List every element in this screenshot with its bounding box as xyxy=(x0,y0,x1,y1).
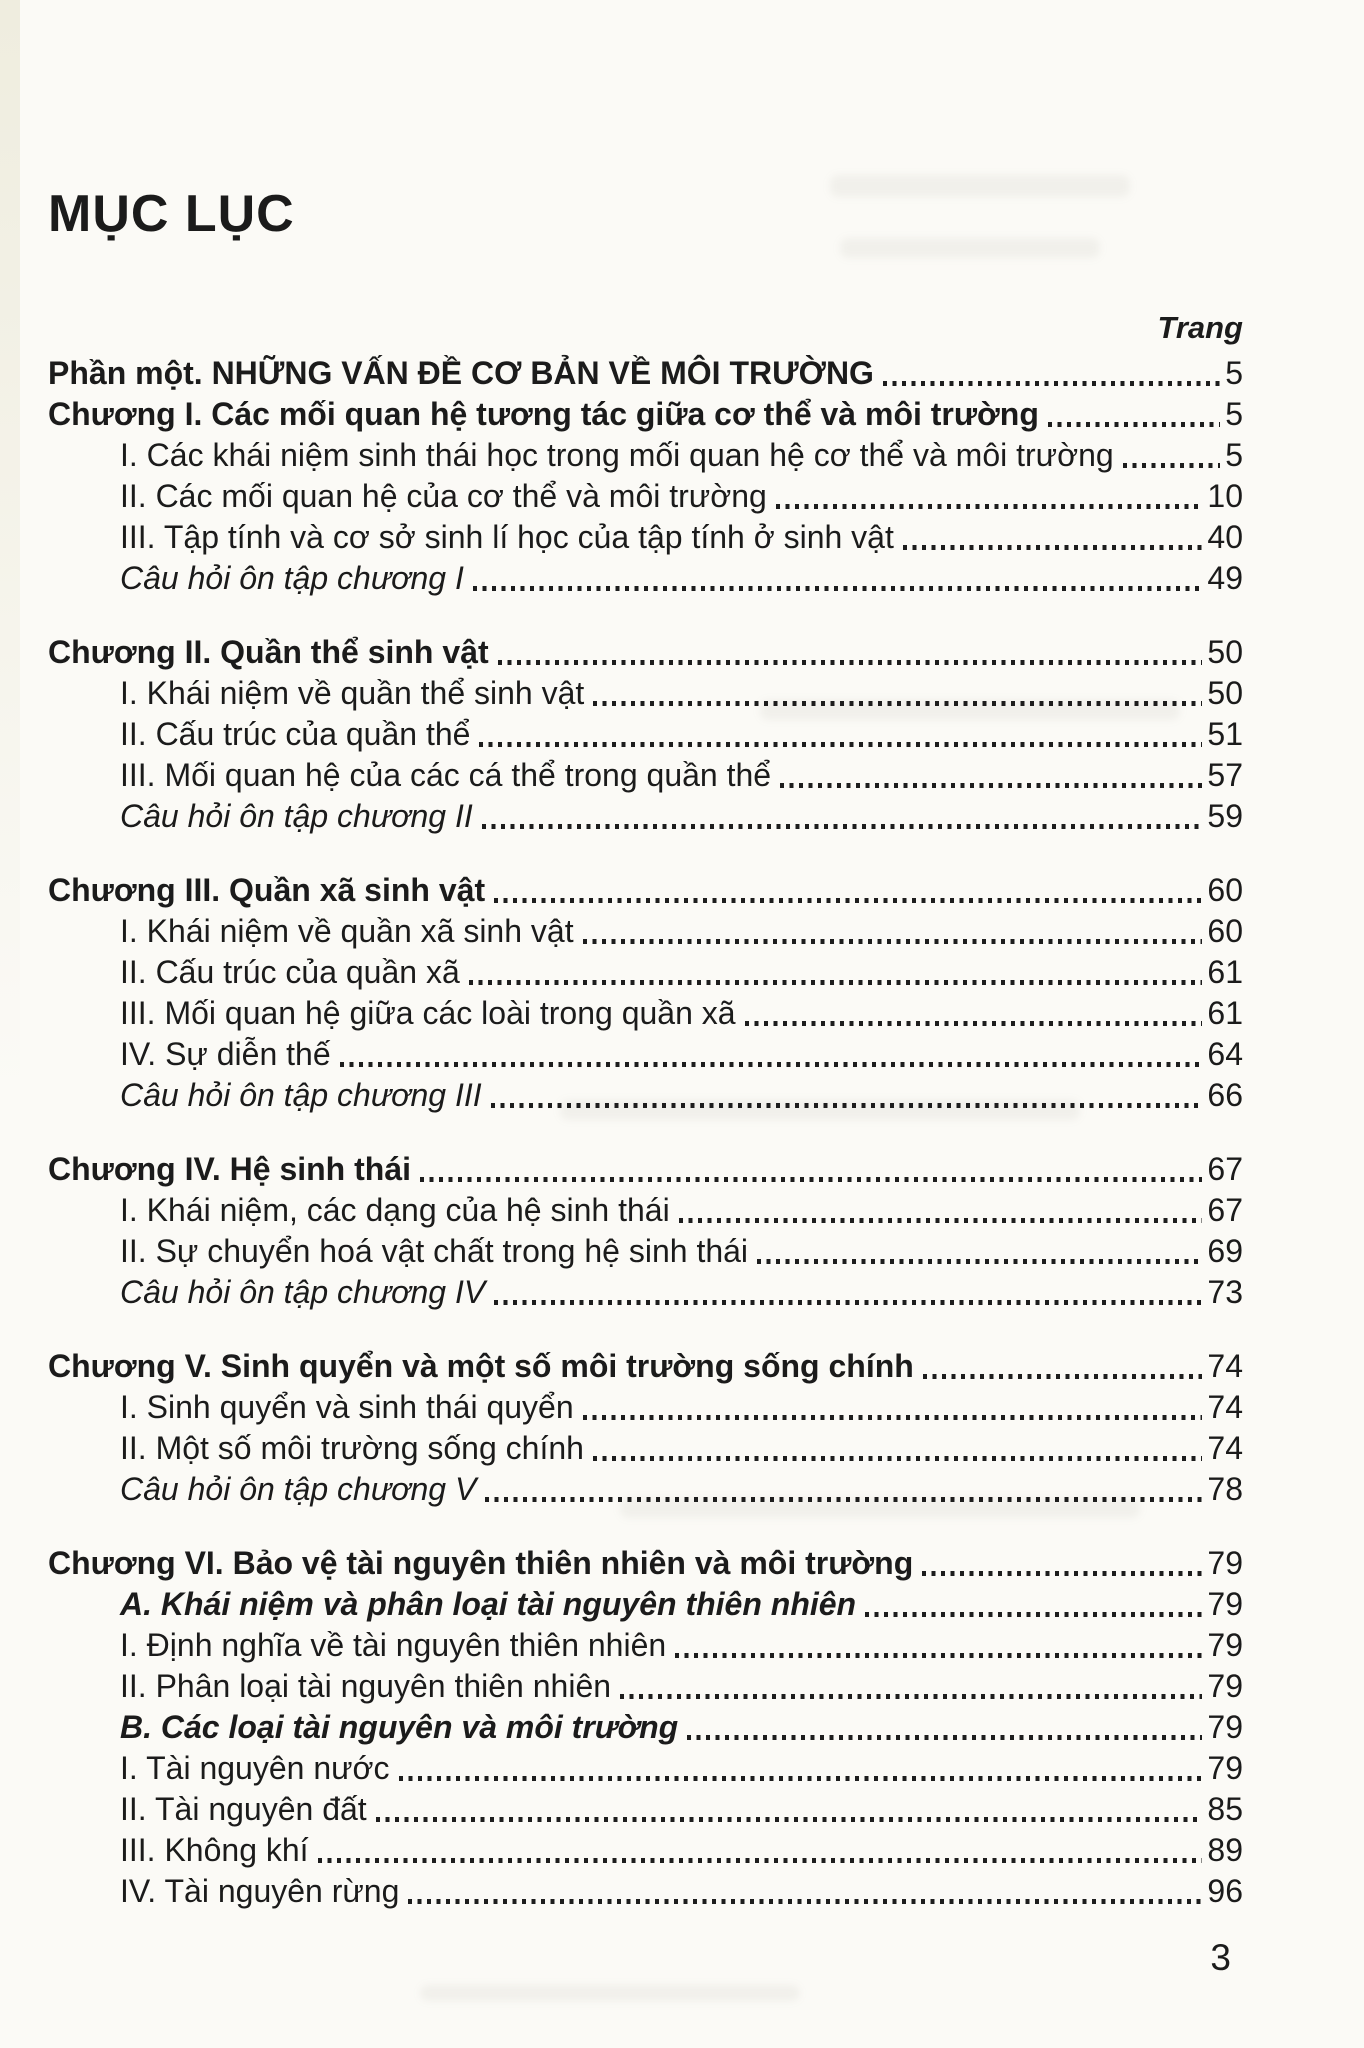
toc-entry-page: 10 xyxy=(1207,478,1243,514)
toc-entry xyxy=(48,1149,1243,1190)
toc-entry xyxy=(48,1469,1243,1510)
toc-entry-page: 5 xyxy=(1225,437,1243,473)
toc-entry-page: 60 xyxy=(1207,872,1243,908)
toc-entry-label: II. Các mối quan hệ của cơ thể và môi trường xyxy=(120,478,767,514)
toc-entry-page: 5 xyxy=(1225,355,1243,391)
dot-leader xyxy=(482,824,1203,829)
dot-leader xyxy=(1048,422,1220,427)
toc-entry-label: II. Tài nguyên đất xyxy=(120,1791,367,1827)
toc-entry-label: II. Cấu trúc của quần xã xyxy=(120,954,460,990)
toc-entry xyxy=(48,1584,1243,1625)
toc-entry xyxy=(48,952,1243,993)
toc-entry-label: III. Không khí xyxy=(120,1832,309,1868)
toc-entry-label: Chương VI. Bảo vệ tài nguyên thiên nhiên và môi trường xyxy=(48,1545,914,1581)
toc-entry-label: III. Mối quan hệ của các cá thể trong quần thể xyxy=(120,757,772,793)
toc-entry xyxy=(48,673,1243,714)
toc-entry xyxy=(48,1272,1243,1313)
page-column-header: Trang xyxy=(1157,310,1243,345)
dot-leader xyxy=(620,1694,1202,1699)
dot-leader xyxy=(1123,463,1221,468)
toc-entry-page: 74 xyxy=(1207,1348,1243,1384)
toc-entry-label: I. Tài nguyên nước xyxy=(120,1750,390,1786)
toc-entry-page: 67 xyxy=(1207,1151,1243,1187)
dot-leader xyxy=(479,742,1202,747)
toc-entry-label: II. Phân loại tài nguyên thiên nhiên xyxy=(120,1668,612,1704)
dot-leader xyxy=(593,701,1202,706)
toc-entry-label: Chương I. Các mối quan hệ tương tác giữa cơ thể và môi trường xyxy=(48,396,1039,432)
toc-entry xyxy=(48,1387,1243,1428)
toc-entry xyxy=(48,993,1243,1034)
toc-entry xyxy=(48,1789,1243,1830)
toc-entry-label: IV. Tài nguyên rừng xyxy=(120,1873,400,1909)
toc-entry-page: 67 xyxy=(1207,1192,1243,1228)
toc-entry-page: 66 xyxy=(1207,1077,1243,1113)
toc-entry-page: 73 xyxy=(1207,1274,1243,1310)
toc-entry-page: 57 xyxy=(1207,757,1243,793)
toc-entry-page: 61 xyxy=(1207,995,1243,1031)
dot-leader xyxy=(376,1817,1203,1822)
dot-leader xyxy=(494,1300,1202,1305)
toc-entry xyxy=(48,911,1243,952)
toc-entry xyxy=(48,476,1243,517)
toc-entry-label: I. Khái niệm, các dạng của hệ sinh thái xyxy=(120,1192,670,1228)
toc-entry-page: 79 xyxy=(1207,1586,1243,1622)
toc-entry xyxy=(48,394,1243,435)
dot-leader xyxy=(922,1571,1202,1576)
toc-entry-label: I. Sinh quyển và sinh thái quyển xyxy=(120,1389,574,1425)
toc-entry-page: 64 xyxy=(1207,1036,1243,1072)
toc-entry xyxy=(48,558,1243,599)
toc-entry-page: 60 xyxy=(1207,913,1243,949)
toc-entry-page: 61 xyxy=(1207,954,1243,990)
toc-entry xyxy=(48,1666,1243,1707)
toc-list xyxy=(48,353,1243,1912)
toc-entry-label: II. Cấu trúc của quần thể xyxy=(120,716,471,752)
dot-leader xyxy=(494,898,1202,903)
dot-leader xyxy=(780,783,1202,788)
toc-entry-label: Chương II. Quần thể sinh vật xyxy=(48,634,489,670)
toc-entry xyxy=(48,1034,1243,1075)
toc-entry xyxy=(48,796,1243,837)
toc-entry-page: 79 xyxy=(1207,1668,1243,1704)
toc-entry-label: A. Khái niệm và phân loại tài nguyên thiên nhiên xyxy=(120,1586,857,1622)
toc-entry-label: Chương IV. Hệ sinh thái xyxy=(48,1151,411,1187)
dot-leader xyxy=(399,1776,1203,1781)
dot-leader xyxy=(473,586,1203,591)
dot-leader xyxy=(408,1899,1202,1904)
toc-entry-page: 49 xyxy=(1207,560,1243,596)
toc-entry-label: I. Định nghĩa về tài nguyên thiên nhiên xyxy=(120,1627,667,1663)
toc-entry xyxy=(48,1707,1243,1748)
toc-entry-page: 78 xyxy=(1207,1471,1243,1507)
dot-leader xyxy=(485,1497,1202,1502)
dot-leader xyxy=(745,1021,1203,1026)
toc-entry-label: I. Khái niệm về quần xã sinh vật xyxy=(120,913,574,949)
dot-leader xyxy=(776,504,1203,509)
toc-entry xyxy=(48,435,1243,476)
toc-entry xyxy=(48,517,1243,558)
footer-page-number: 3 xyxy=(1210,1937,1231,1978)
toc-entry-label: II. Một số môi trường sống chính xyxy=(120,1430,584,1466)
toc-entry-page: 59 xyxy=(1207,798,1243,834)
toc-entry-page: 79 xyxy=(1207,1709,1243,1745)
toc-entry-page: 69 xyxy=(1207,1233,1243,1269)
toc-entry-label: II. Sự chuyển hoá vật chất trong hệ sinh thái xyxy=(120,1233,749,1269)
toc-entry-page: 40 xyxy=(1207,519,1243,555)
dot-leader xyxy=(583,1415,1203,1420)
toc-entry xyxy=(48,632,1243,673)
dot-leader xyxy=(420,1177,1202,1182)
dot-leader xyxy=(679,1218,1203,1223)
toc-entry-page: 74 xyxy=(1207,1430,1243,1466)
toc-entry xyxy=(48,1075,1243,1116)
toc-entry xyxy=(48,1625,1243,1666)
toc-entry-page: 51 xyxy=(1207,716,1243,752)
toc-entry-label: B. Các loại tài nguyên và môi trường xyxy=(120,1709,679,1745)
toc-entry-page: 85 xyxy=(1207,1791,1243,1827)
dot-leader xyxy=(883,381,1220,386)
dot-leader xyxy=(318,1858,1203,1863)
toc-entry xyxy=(48,1543,1243,1584)
toc-entry xyxy=(48,755,1243,796)
toc-entry-page: 50 xyxy=(1207,634,1243,670)
toc-entry-label: IV. Sự diễn thế xyxy=(120,1036,331,1072)
page-title: MỤC LỤC xyxy=(48,185,295,243)
toc-entry-label: Chương V. Sinh quyển và một số môi trường sống chính xyxy=(48,1348,914,1384)
toc-entry xyxy=(48,1346,1243,1387)
toc-entry-label: Câu hỏi ôn tập chương IV xyxy=(120,1274,486,1310)
dot-leader xyxy=(865,1612,1202,1617)
toc-entry-page: 89 xyxy=(1207,1832,1243,1868)
toc-entry-label: Phần một. NHỮNG VẤN ĐỀ CƠ BẢN VỀ MÔI TRƯỜNG xyxy=(48,355,874,391)
toc-entry-page: 96 xyxy=(1207,1873,1243,1909)
toc-entry xyxy=(48,353,1243,394)
toc-entry xyxy=(48,1190,1243,1231)
toc-entry xyxy=(48,1428,1243,1469)
toc-entry-page: 74 xyxy=(1207,1389,1243,1425)
toc-entry-label: III. Mối quan hệ giữa các loài trong quần xã xyxy=(120,995,736,1031)
dot-leader xyxy=(491,1103,1203,1108)
dot-leader xyxy=(675,1653,1202,1658)
toc-entry-label: I. Các khái niệm sinh thái học trong mối quan hệ cơ thể và môi trường xyxy=(120,437,1114,473)
toc-entry xyxy=(48,1871,1243,1912)
dot-leader xyxy=(903,545,1203,550)
toc-entry-label: Câu hỏi ôn tập chương V xyxy=(120,1471,477,1507)
dot-leader xyxy=(757,1259,1202,1264)
toc-entry xyxy=(48,870,1243,911)
toc-entry-label: Câu hỏi ôn tập chương II xyxy=(120,798,473,834)
toc-entry xyxy=(48,1231,1243,1272)
toc-entry xyxy=(48,714,1243,755)
toc-entry-page: 79 xyxy=(1207,1627,1243,1663)
dot-leader xyxy=(687,1735,1202,1740)
dot-leader xyxy=(583,939,1203,944)
toc-entry-label: Câu hỏi ôn tập chương I xyxy=(120,560,464,596)
dot-leader xyxy=(593,1456,1202,1461)
toc-entry-label: Câu hỏi ôn tập chương III xyxy=(120,1077,482,1113)
toc-entry xyxy=(48,1830,1243,1871)
toc-entry-label: I. Khái niệm về quần thể sinh vật xyxy=(120,675,585,711)
dot-leader xyxy=(340,1062,1203,1067)
toc-entry-page: 5 xyxy=(1225,396,1243,432)
dot-leader xyxy=(923,1374,1203,1379)
toc-entry xyxy=(48,1748,1243,1789)
toc-entry-label: III. Tập tính và cơ sở sinh lí học của tập tính ở sinh vật xyxy=(120,519,894,555)
toc-entry-page: 50 xyxy=(1207,675,1243,711)
dot-leader xyxy=(498,660,1203,665)
toc-entry-page: 79 xyxy=(1207,1750,1243,1786)
toc-entry-page: 79 xyxy=(1207,1545,1243,1581)
toc-entry-label: Chương III. Quần xã sinh vật xyxy=(48,872,486,908)
dot-leader xyxy=(469,980,1203,985)
